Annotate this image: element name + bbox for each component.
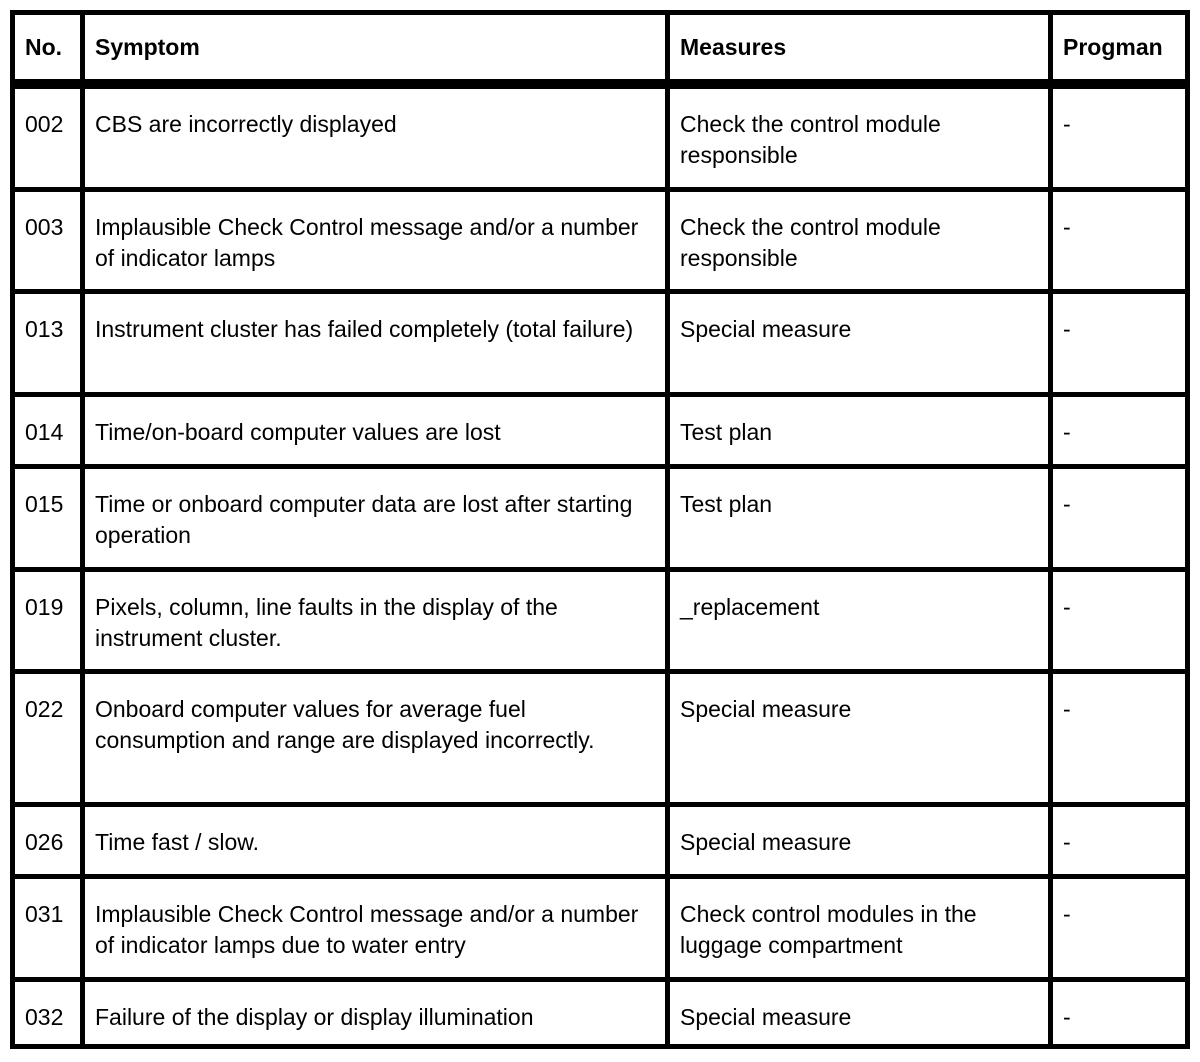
table-row: [10, 187, 1190, 289]
header-no: No.: [10, 10, 80, 84]
cell-no: 032: [10, 977, 80, 1049]
table-row: [10, 289, 1190, 392]
cell-no: 013: [10, 289, 80, 392]
cell-no: 031: [10, 874, 80, 977]
cell-progman: -: [1048, 802, 1190, 874]
cell-measures: Special measure: [665, 289, 1048, 392]
cell-no: 022: [10, 669, 80, 802]
table-row: [10, 669, 1190, 802]
cell-symptom: Implausible Check Control message and/or a number of indicator lamps due to water entry: [80, 874, 665, 977]
cell-progman: -: [1048, 392, 1190, 464]
cell-progman: -: [1048, 977, 1190, 1049]
table-row: [10, 464, 1190, 567]
table-row: [10, 567, 1190, 669]
header-symptom: Symptom: [80, 10, 665, 84]
cell-no: 015: [10, 464, 80, 567]
cell-measures: Test plan: [665, 392, 1048, 464]
cell-measures: Test plan: [665, 464, 1048, 567]
header-measures: Measures: [665, 10, 1048, 84]
cell-symptom: Time fast / slow.: [80, 802, 665, 874]
cell-symptom: Onboard computer values for average fuel consumption and range are displayed incorrectly.: [80, 669, 665, 802]
cell-no: 002: [10, 84, 80, 187]
table-row: [10, 84, 1190, 187]
table-row: [10, 874, 1190, 977]
cell-measures: Check the control module responsible: [665, 84, 1048, 187]
cell-measures: Special measure: [665, 802, 1048, 874]
cell-progman: -: [1048, 289, 1190, 392]
cell-measures: _replacement: [665, 567, 1048, 669]
cell-no: 003: [10, 187, 80, 289]
cell-symptom: Implausible Check Control message and/or a number of indicator lamps: [80, 187, 665, 289]
table-row: [10, 392, 1190, 464]
cell-measures: Check the control module responsible: [665, 187, 1048, 289]
cell-no: 014: [10, 392, 80, 464]
table-body: [10, 84, 1190, 1049]
header-row: [10, 10, 1190, 84]
cell-progman: -: [1048, 464, 1190, 567]
header-progman: Progman: [1048, 10, 1190, 84]
cell-progman: -: [1048, 669, 1190, 802]
table-row: [10, 802, 1190, 874]
cell-no: 026: [10, 802, 80, 874]
cell-progman: -: [1048, 567, 1190, 669]
cell-symptom: Instrument cluster has failed completely (total failure): [80, 289, 665, 392]
cell-measures: Special measure: [665, 669, 1048, 802]
table-row: [10, 977, 1190, 1049]
cell-symptom: Pixels, column, line faults in the display of the instrument cluster.: [80, 567, 665, 669]
cell-progman: -: [1048, 874, 1190, 977]
cell-progman: -: [1048, 187, 1190, 289]
cell-measures: Check control modules in the luggage compartment: [665, 874, 1048, 977]
cell-symptom: Time/on-board computer values are lost: [80, 392, 665, 464]
cell-symptom: Failure of the display or display illumination: [80, 977, 665, 1049]
cell-measures: Special measure: [665, 977, 1048, 1049]
cell-symptom: CBS are incorrectly displayed: [80, 84, 665, 187]
cell-progman: -: [1048, 84, 1190, 187]
cell-symptom: Time or onboard computer data are lost after starting operation: [80, 464, 665, 567]
symptom-table: [10, 10, 1190, 1049]
cell-no: 019: [10, 567, 80, 669]
